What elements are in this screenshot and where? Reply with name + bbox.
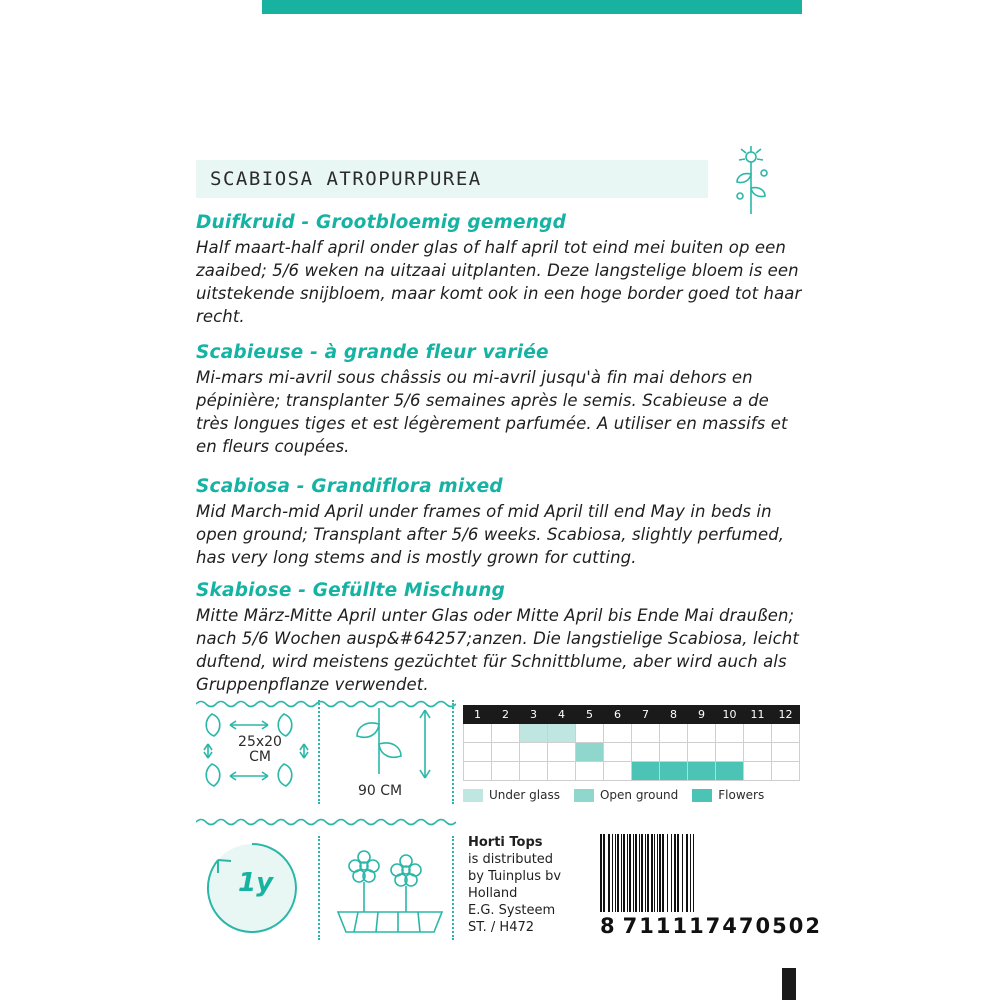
calendar-month-header: 1 (464, 706, 492, 724)
calendar-cell (576, 724, 604, 743)
heading-de: Skabiose - Gefüllte Mischung (196, 580, 506, 601)
bottom-registration-mark (782, 968, 796, 1000)
legend-item (692, 788, 764, 802)
barcode-bars (600, 834, 800, 912)
calendar-cell (688, 762, 716, 781)
calendar-cell (772, 724, 800, 743)
calendar-month-header: 9 (688, 706, 716, 724)
brand-line6: ST. / H472 (468, 920, 535, 935)
body-de: Mitte März-Mitte April unter Glas oder Mitte April bis Ende Mai draußen; nach 5/6 Wochen ausp&#64257;anzen. Die langstielige Scabiosa, leicht duftend, wird meistens gezüchtet für Schnittblume, aber wird auch als Gruppenpflanze verwendet. (196, 606, 799, 694)
calendar-cell (632, 743, 660, 762)
calendar-cell (744, 743, 772, 762)
legend-swatch (463, 789, 483, 802)
legend-item (463, 788, 560, 802)
latin-name: SCABIOSA ATROPURPUREA (210, 168, 482, 190)
calendar-cell (492, 724, 520, 743)
calendar-cell (548, 762, 576, 781)
brand-line3: by Tuinplus bv (468, 869, 562, 884)
calendar-cell (548, 724, 576, 743)
calendar-cell (772, 762, 800, 781)
calendar-month-header: 2 (492, 706, 520, 724)
calendar-cell (660, 743, 688, 762)
calendar-month-header: 8 (660, 706, 688, 724)
language-block-fr (196, 342, 806, 458)
calendar-month-header: 5 (576, 706, 604, 724)
barcode-number (600, 914, 822, 938)
calendar-cell (604, 762, 632, 781)
calendar-cell (632, 724, 660, 743)
calendar-cell (604, 724, 632, 743)
divider-vertical-3 (318, 836, 320, 940)
brand-name: Horti Tops (468, 835, 543, 850)
calendar-month-header: 6 (604, 706, 632, 724)
calendar-cell (464, 724, 492, 743)
top-teal-bar (262, 0, 802, 14)
divider-vertical-4 (452, 836, 454, 940)
calendar-cell (520, 724, 548, 743)
plant-spacing-label: 25x20 CM (238, 734, 282, 765)
legend-swatch (692, 789, 712, 802)
language-block-de (196, 580, 806, 696)
legend-item (574, 788, 678, 802)
calendar-cell (520, 762, 548, 781)
brand-line2: is distributed (468, 852, 554, 867)
calendar-row (464, 724, 800, 743)
legend-label: Flowers (718, 788, 765, 802)
barcode (600, 834, 822, 938)
calendar-month-header: 11 (744, 706, 772, 724)
calendar-cell (688, 724, 716, 743)
calendar-month-header: 10 (716, 706, 744, 724)
calendar-header-row (464, 706, 800, 724)
calendar-cell (744, 724, 772, 743)
lifecycle-label: 1y (238, 868, 274, 898)
barcode-first-digit: 8 (600, 914, 617, 938)
barcode-digits: 711117470502 (622, 914, 822, 938)
latin-name-band (196, 160, 708, 198)
calendar-row (464, 743, 800, 762)
heading-fr: Scabieuse - à grande fleur variée (196, 342, 549, 363)
brand-line5: E.G. Systeem (468, 903, 556, 918)
calendar-cell (548, 743, 576, 762)
sowing-calendar (463, 705, 800, 781)
calendar-cell (660, 724, 688, 743)
language-block-nl (196, 212, 806, 328)
language-block-en (196, 476, 806, 569)
plant-height-label: 90 CM (358, 783, 403, 799)
calendar-month-header: 3 (520, 706, 548, 724)
flower-stem-icon (724, 144, 780, 220)
body-nl: Half maart-half april onder glas of half april tot eind mei buiten op een zaaibed; 5/6 weken na uitzaai uitplanten. Deze langstelige bloem is een uitstekende snijbloem, maar komt ook in een hoge border goed tot haar recht. (196, 238, 802, 326)
calendar-cell (744, 762, 772, 781)
calendar-cell (660, 762, 688, 781)
legend-label: Open ground (599, 788, 679, 802)
brand-line4: Holland (468, 886, 518, 901)
heading-en: Scabiosa - Grandiflora mixed (196, 476, 503, 497)
calendar-cell (520, 743, 548, 762)
calendar-cell (716, 743, 744, 762)
calendar-cell (576, 743, 604, 762)
calendar-month-header: 12 (772, 706, 800, 724)
legend-label: Under glass (489, 788, 560, 802)
calendar-cell (464, 762, 492, 781)
brand-info (468, 834, 561, 936)
calendar-cell (492, 743, 520, 762)
legend-swatch (574, 789, 594, 802)
calendar-cell (632, 762, 660, 781)
calendar-legend (463, 788, 778, 802)
calendar-table (463, 705, 800, 781)
heading-nl: Duifkruid - Grootbloemig gemengd (196, 212, 567, 233)
body-fr: Mi-mars mi-avril sous châssis ou mi-avril jusqu'à fin mai dehors en pépinière; transplanter 5/6 semaines après le semis. Scabieuse a de très longues tiges et est légèrement parfumée. A utiliser en massifs et en fleurs coupées. (196, 368, 788, 456)
calendar-cell (464, 743, 492, 762)
calendar-cell (576, 762, 604, 781)
wavy-divider-bottom (196, 812, 456, 831)
calendar-cell (772, 743, 800, 762)
calendar-cell (492, 762, 520, 781)
calendar-cell (688, 743, 716, 762)
calendar-cell (716, 762, 744, 781)
body-en: Mid March-mid April under frames of mid April till end May in beds in open ground; Transplant after 5/6 weeks. Scabiosa, slightly perfumed, has very long stems and is mostly grown for cutting. (196, 502, 785, 567)
seed-tray-icon (330, 840, 450, 940)
calendar-month-header: 7 (632, 706, 660, 724)
calendar-cell (716, 724, 744, 743)
calendar-cell (604, 743, 632, 762)
calendar-month-header: 4 (548, 706, 576, 724)
calendar-row (464, 762, 800, 781)
barcode-bar (694, 834, 696, 912)
divider-vertical-1 (318, 700, 320, 804)
